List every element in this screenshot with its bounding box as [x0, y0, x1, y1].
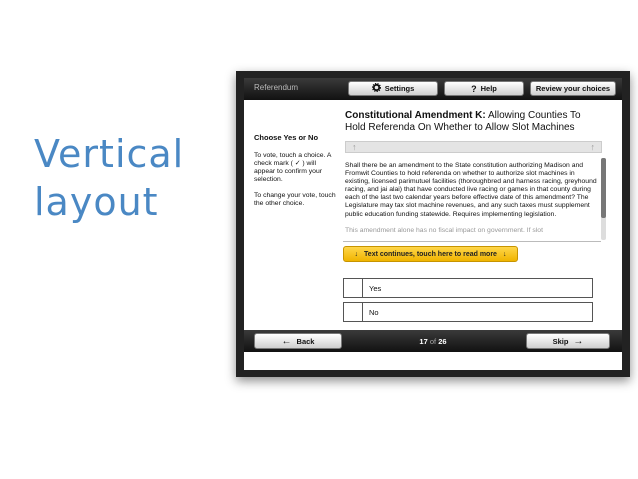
review-choices-button[interactable]: Review your choices	[530, 81, 616, 96]
device-frame	[236, 71, 630, 377]
choice-label: No	[369, 308, 379, 317]
arrow-down-icon: ↓	[354, 250, 359, 258]
contest-body	[345, 162, 597, 240]
choice-checkbox[interactable]	[344, 279, 363, 297]
settings-label: Settings	[384, 84, 415, 93]
skip-button[interactable]	[526, 333, 610, 349]
ballot-screen	[244, 78, 622, 370]
question-icon: ?	[471, 83, 477, 94]
text-continues-label: Text continues, touch here to read more	[364, 250, 497, 258]
help-button[interactable]	[444, 81, 524, 96]
scrollbar-thumb[interactable]	[601, 158, 606, 218]
slide-title-line2: layout	[34, 180, 159, 224]
skip-label: Skip	[552, 336, 569, 346]
choice-no[interactable]	[343, 302, 593, 322]
slide-title	[34, 130, 184, 226]
choice-label: Yes	[369, 284, 382, 293]
screen-footer	[244, 352, 622, 370]
page-total: 26	[438, 337, 447, 346]
instructions-vote: To vote, touch a choice. A check mark ( ✓ ) will appear to confirm your selection.	[254, 152, 332, 183]
arrow-up-icon-right: ↑	[590, 142, 595, 152]
instructions-panel	[254, 134, 338, 216]
arrow-up-icon: ↑	[352, 142, 357, 152]
arrow-left-icon: ←	[281, 335, 292, 347]
contest-title	[345, 110, 590, 134]
arrow-down-icon-right: ↓	[502, 250, 507, 258]
contest-body-continued: This amendment alone has no fiscal impact on government. If slot	[345, 226, 543, 234]
settings-button[interactable]	[348, 81, 438, 96]
choice-yes[interactable]	[343, 278, 593, 298]
text-continues-button[interactable]	[343, 246, 518, 262]
back-label: Back	[296, 336, 315, 346]
slide-title-line1: Vertical	[34, 132, 185, 176]
bottom-toolbar	[244, 330, 622, 352]
choice-checkbox[interactable]	[344, 303, 363, 321]
top-toolbar	[244, 78, 622, 100]
divider	[343, 241, 601, 242]
help-label: Help	[480, 84, 497, 93]
gear-icon	[372, 83, 381, 94]
instructions-heading: Choose Yes or No	[254, 133, 319, 142]
contest-title-bold: Constitutional Amendment K:	[345, 110, 486, 121]
instructions-change: To change your vote, touch the other choice.	[254, 192, 336, 207]
contest-body-text: Shall there be an amendment to the State constitution authorizing Madison and Fromwit Counties to hold referenda on whether to authorize slot machines in existing, licensed parimutuel facilities (thoroughbred and harness racing, greyhound racing, and jai alai) that have conducted live racing or games in that county during each of the last two calendar years before effective date of this amendment? The Legislature may tax slot machine revenues, and any such taxes must supplement public education funding statewide. Requires implementing legislation.	[345, 162, 597, 218]
contest-title-rest: Allowing Counties To Hold Referenda On Whether to Allow Slot Machines	[345, 110, 581, 133]
text-scrollbar[interactable]	[601, 158, 606, 240]
arrow-right-icon: →	[573, 335, 584, 347]
page-of: of	[429, 337, 437, 346]
section-label: Referendum	[254, 83, 299, 92]
scroll-up-bar[interactable]	[345, 141, 602, 153]
page-current: 17	[419, 337, 428, 346]
